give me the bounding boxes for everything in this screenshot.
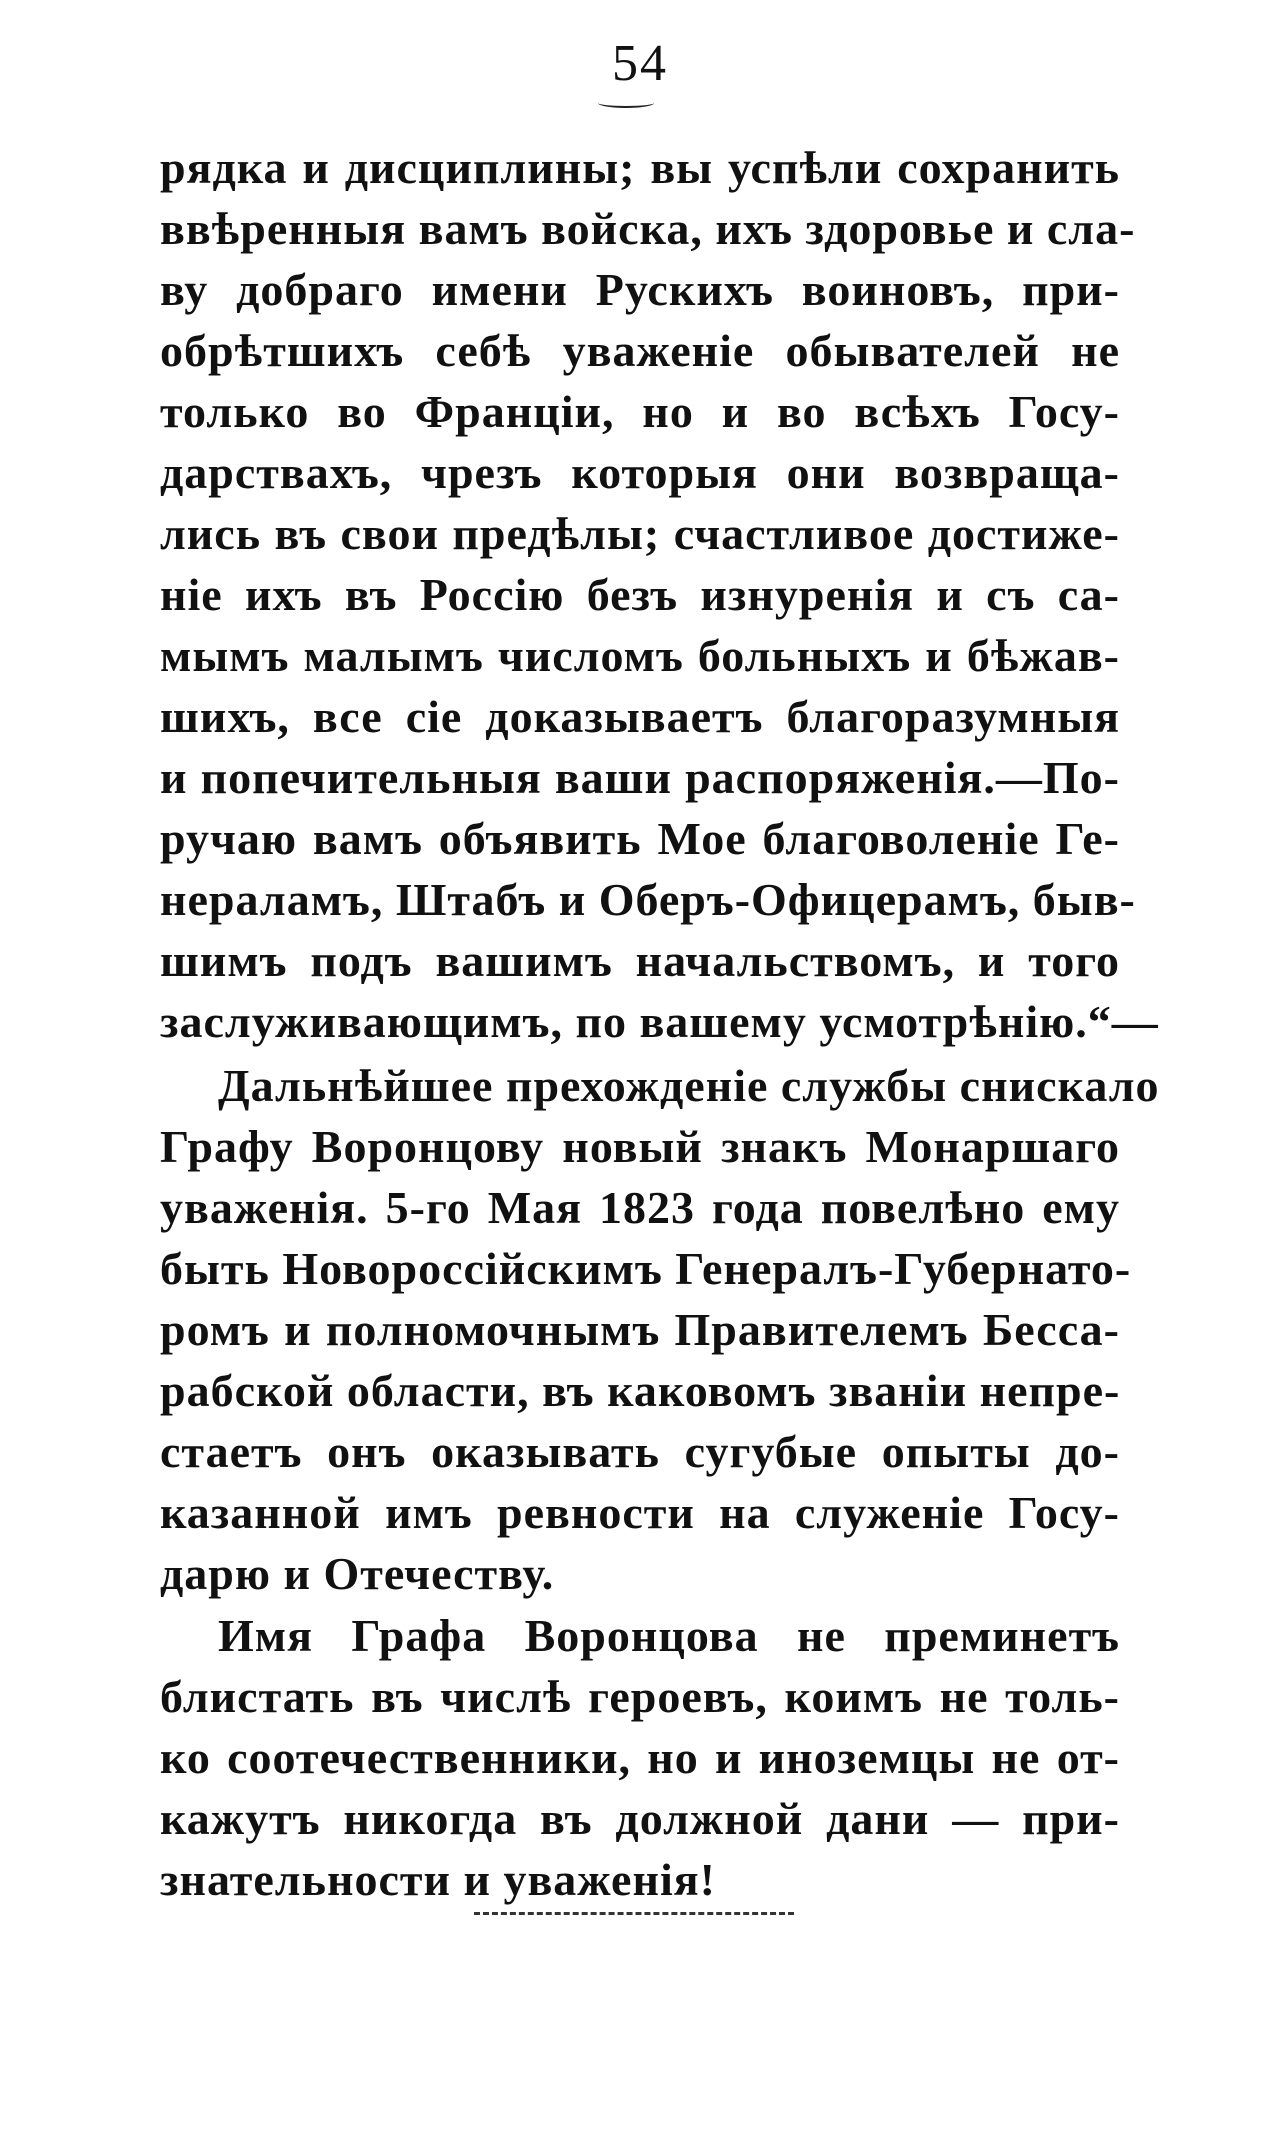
text-line: кажутъ никогда въ должной дани — при- — [160, 1793, 1120, 1844]
text-line: заслуживающимъ, по вашему усмотрѣнію.“— — [160, 996, 1159, 1047]
text-line: мымъ малымъ числомъ больныхъ и бѣжав- — [160, 630, 1120, 681]
text-line: ручаю вамъ объявить Мое благоволеніе Ге- — [160, 813, 1120, 864]
text-line: обрѣтшихъ себѣ уваженіе обывателей не — [160, 325, 1120, 376]
text-line: дарствахъ, чрезъ которыя они возвраща- — [160, 447, 1120, 498]
text-line: ромъ и полномочнымъ Правителемъ Бесса- — [160, 1304, 1120, 1355]
text-line: дарю и Отечеству. — [160, 1548, 555, 1599]
text-line: ву добраго имени Рускихъ воиновъ, при- — [160, 264, 1120, 315]
text-line: ввѣренныя вамъ войска, ихъ здоровье и сла- — [160, 203, 1136, 254]
paragraph-3 — [160, 1605, 1120, 1910]
text-line: шихъ, все сіе доказываетъ благоразумныя — [160, 691, 1120, 742]
text-line: шимъ подъ вашимъ начальствомъ, и того — [160, 935, 1120, 986]
paragraph-1 — [160, 137, 1159, 1052]
text-line: Имя Графа Воронцова не преминетъ — [218, 1610, 1120, 1661]
text-line: нераламъ, Штабъ и Оберъ-Офицерамъ, быв- — [160, 874, 1136, 925]
page-number-flourish — [598, 98, 654, 108]
end-divider-rule — [474, 1912, 794, 1915]
text-line: знательности и уваженія! — [160, 1854, 716, 1905]
text-line: и попечительныя ваши распоряженія.—По- — [160, 752, 1120, 803]
text-line: стаетъ онъ оказывать сугубые опыты до- — [160, 1426, 1120, 1477]
paragraph-2 — [160, 1055, 1160, 1604]
text-line: ко соотечественники, но и иноземцы не от- — [160, 1732, 1120, 1783]
text-line: лись въ свои предѣлы; счастливое достиже- — [160, 508, 1120, 559]
text-line: только во Франціи, но и во всѣхъ Госу- — [160, 386, 1120, 437]
text-line: быть Новороссійскимъ Генералъ-Губернато- — [160, 1243, 1132, 1294]
text-line: уваженія. 5-го Мая 1823 года повелѣно ему — [160, 1182, 1120, 1233]
text-line: ніе ихъ въ Россію безъ изнуренія и съ са- — [160, 569, 1120, 620]
text-line: Дальнѣйшее прехожденіе службы снискало — [218, 1060, 1160, 1111]
page-number: 54 — [612, 35, 668, 92]
text-line: рабской области, въ каковомъ званіи непре- — [160, 1365, 1121, 1416]
text-line: Графу Воронцову новый знакъ Монаршаго — [160, 1121, 1120, 1172]
text-line: рядка и дисциплины; вы успѣли сохранить — [160, 142, 1120, 193]
text-line: блистать въ числѣ героевъ, коимъ не толь- — [160, 1671, 1120, 1722]
text-line: казанной имъ ревности на служеніе Госу- — [160, 1487, 1120, 1538]
